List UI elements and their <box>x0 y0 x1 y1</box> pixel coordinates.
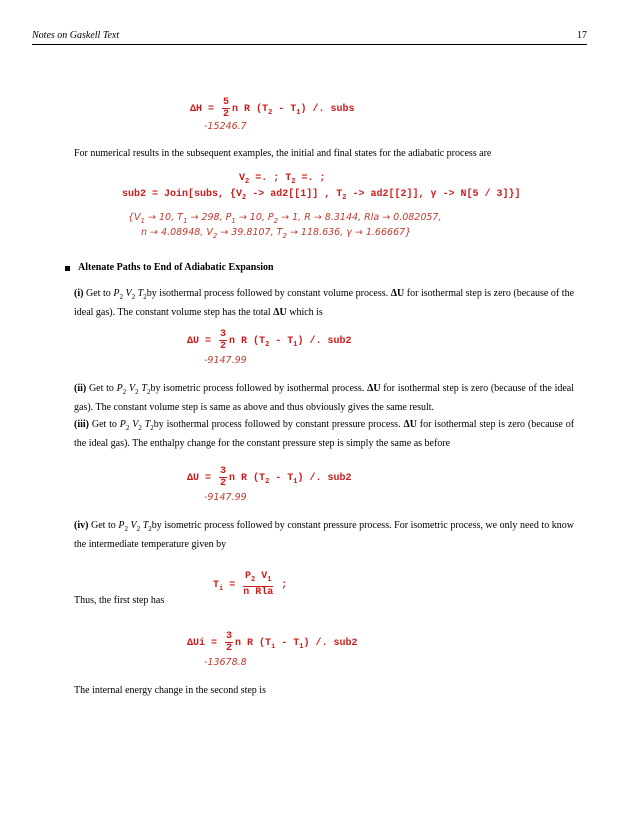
fraction <box>219 329 227 352</box>
eq-lhs: $T_i$ = <box>213 580 242 594</box>
output-delta-u-2: -9147.99 <box>204 492 247 503</box>
section-bullet-icon <box>65 266 70 271</box>
running-header-title: Notes on Gaskell Text <box>32 30 120 41</box>
equation-delta-u-1 <box>175 318 352 352</box>
eq-rhs: n R $(T_2 - T_1)$ /. sub2 <box>229 473 352 487</box>
output-delta-ui: -13678.8 <box>204 657 247 668</box>
equation-delta-ui <box>175 620 358 654</box>
output-delta-h: -15246.7 <box>204 121 247 132</box>
paragraph-case-iv: (iv) Get to $P_2$ $V_2$ $T_2by$ isometric process followed by constant pressure process. For isometric process, we only need to know the intermediate temperature given by <box>74 520 574 550</box>
code-sub2-definition: sub2 = Join[subs, {$V_2 -> ad2[[1]]$ , $T_2 -> ad2[[2]]$, γ -> N[5 / 3]}] <box>122 189 521 202</box>
eq-rhs: n R $(T_2 - T_1)$ /. subs <box>232 104 355 118</box>
equation-delta-u-2 <box>175 455 352 489</box>
eq-rhs: n R $(T_i - T_1)$ /. sub2 <box>235 638 358 652</box>
paragraph-first-step: Thus, the first step has <box>74 595 165 606</box>
paragraph-case-ii: (ii) Get to $P_2$ $V_2$ $T_2by$ isometric process followed by isothermal process. ΔU for isothermal step is zero (because of the ideal gas). The constant volume step is same as above and thus obviously gives the same result. <box>74 383 575 413</box>
page-number: 17 <box>577 30 587 41</box>
output-delta-u-1: -9147.99 <box>204 355 247 366</box>
fraction-numerator: 3 <box>220 329 227 340</box>
fraction-numerator: $P_2$ $V_1$ <box>243 571 273 587</box>
paragraph-second-step: The internal energy change in the second step is <box>74 685 266 696</box>
fraction-numerator: 5 <box>223 97 230 108</box>
eq-lhs: ΔU = <box>187 473 218 485</box>
fraction-denominator: 2 <box>220 478 227 489</box>
equation-delta-h <box>178 86 355 120</box>
output-sub2-line-2: n → 4.08948, $V_2 \to 39.8107$, $T_2 \to 118.636$, γ → 1.66667} <box>141 227 412 240</box>
section-heading: Altenate Paths to End of Adiabatic Expansion <box>78 262 274 273</box>
eq-lhs: ΔUi = <box>187 638 224 650</box>
fraction-denominator: 2 <box>220 341 227 352</box>
paragraph-numerical-results: For numerical results in the subsequent examples, the initial and final states for the adiabatic process are <box>74 148 492 159</box>
header-rule <box>32 44 587 45</box>
fraction <box>222 97 230 120</box>
paragraph-case-i: (i) Get to $P_2$ $V_2$ $T_2by$ isothermal process followed by constant volume process. ΔU for isothermal step is zero (because of the ideal gas). The constant volume step has the total ΔU which is <box>74 288 575 318</box>
fraction-denominator: 2 <box>226 643 233 654</box>
paragraph-case-iii: (iii) Get to $P_2$ $V_2$ $T_2by$ isothermal process followed by constant pressure process. ΔU for isothermal step is zero (because of the ideal gas). The enthalpy change for the constant pressure step is simply the same as before <box>74 419 575 449</box>
eq-lhs: ΔU = <box>187 336 218 348</box>
eq-rhs: n R $(T_2 - T_1)$ /. sub2 <box>229 336 352 350</box>
fraction-denominator: 2 <box>223 109 230 120</box>
fraction-denominator: n Rla <box>243 587 274 598</box>
fraction-numerator: 3 <box>220 466 227 477</box>
code-clear-v2-t2: $V_2$ =. ; $T_2$ =. ; <box>239 173 326 186</box>
fraction <box>219 466 227 489</box>
output-sub2-line-1: {$V_1 \to 10$, $T_1 \to 298$, $P_1 \to 10$, $P_2 \to 1$, R → 8.3144, Rla → 0.082057, <box>128 212 442 225</box>
fraction <box>225 631 233 654</box>
eq-rhs: ; <box>275 580 288 592</box>
eq-lhs: ΔH = <box>190 104 221 116</box>
fraction-numerator: 3 <box>226 631 233 642</box>
